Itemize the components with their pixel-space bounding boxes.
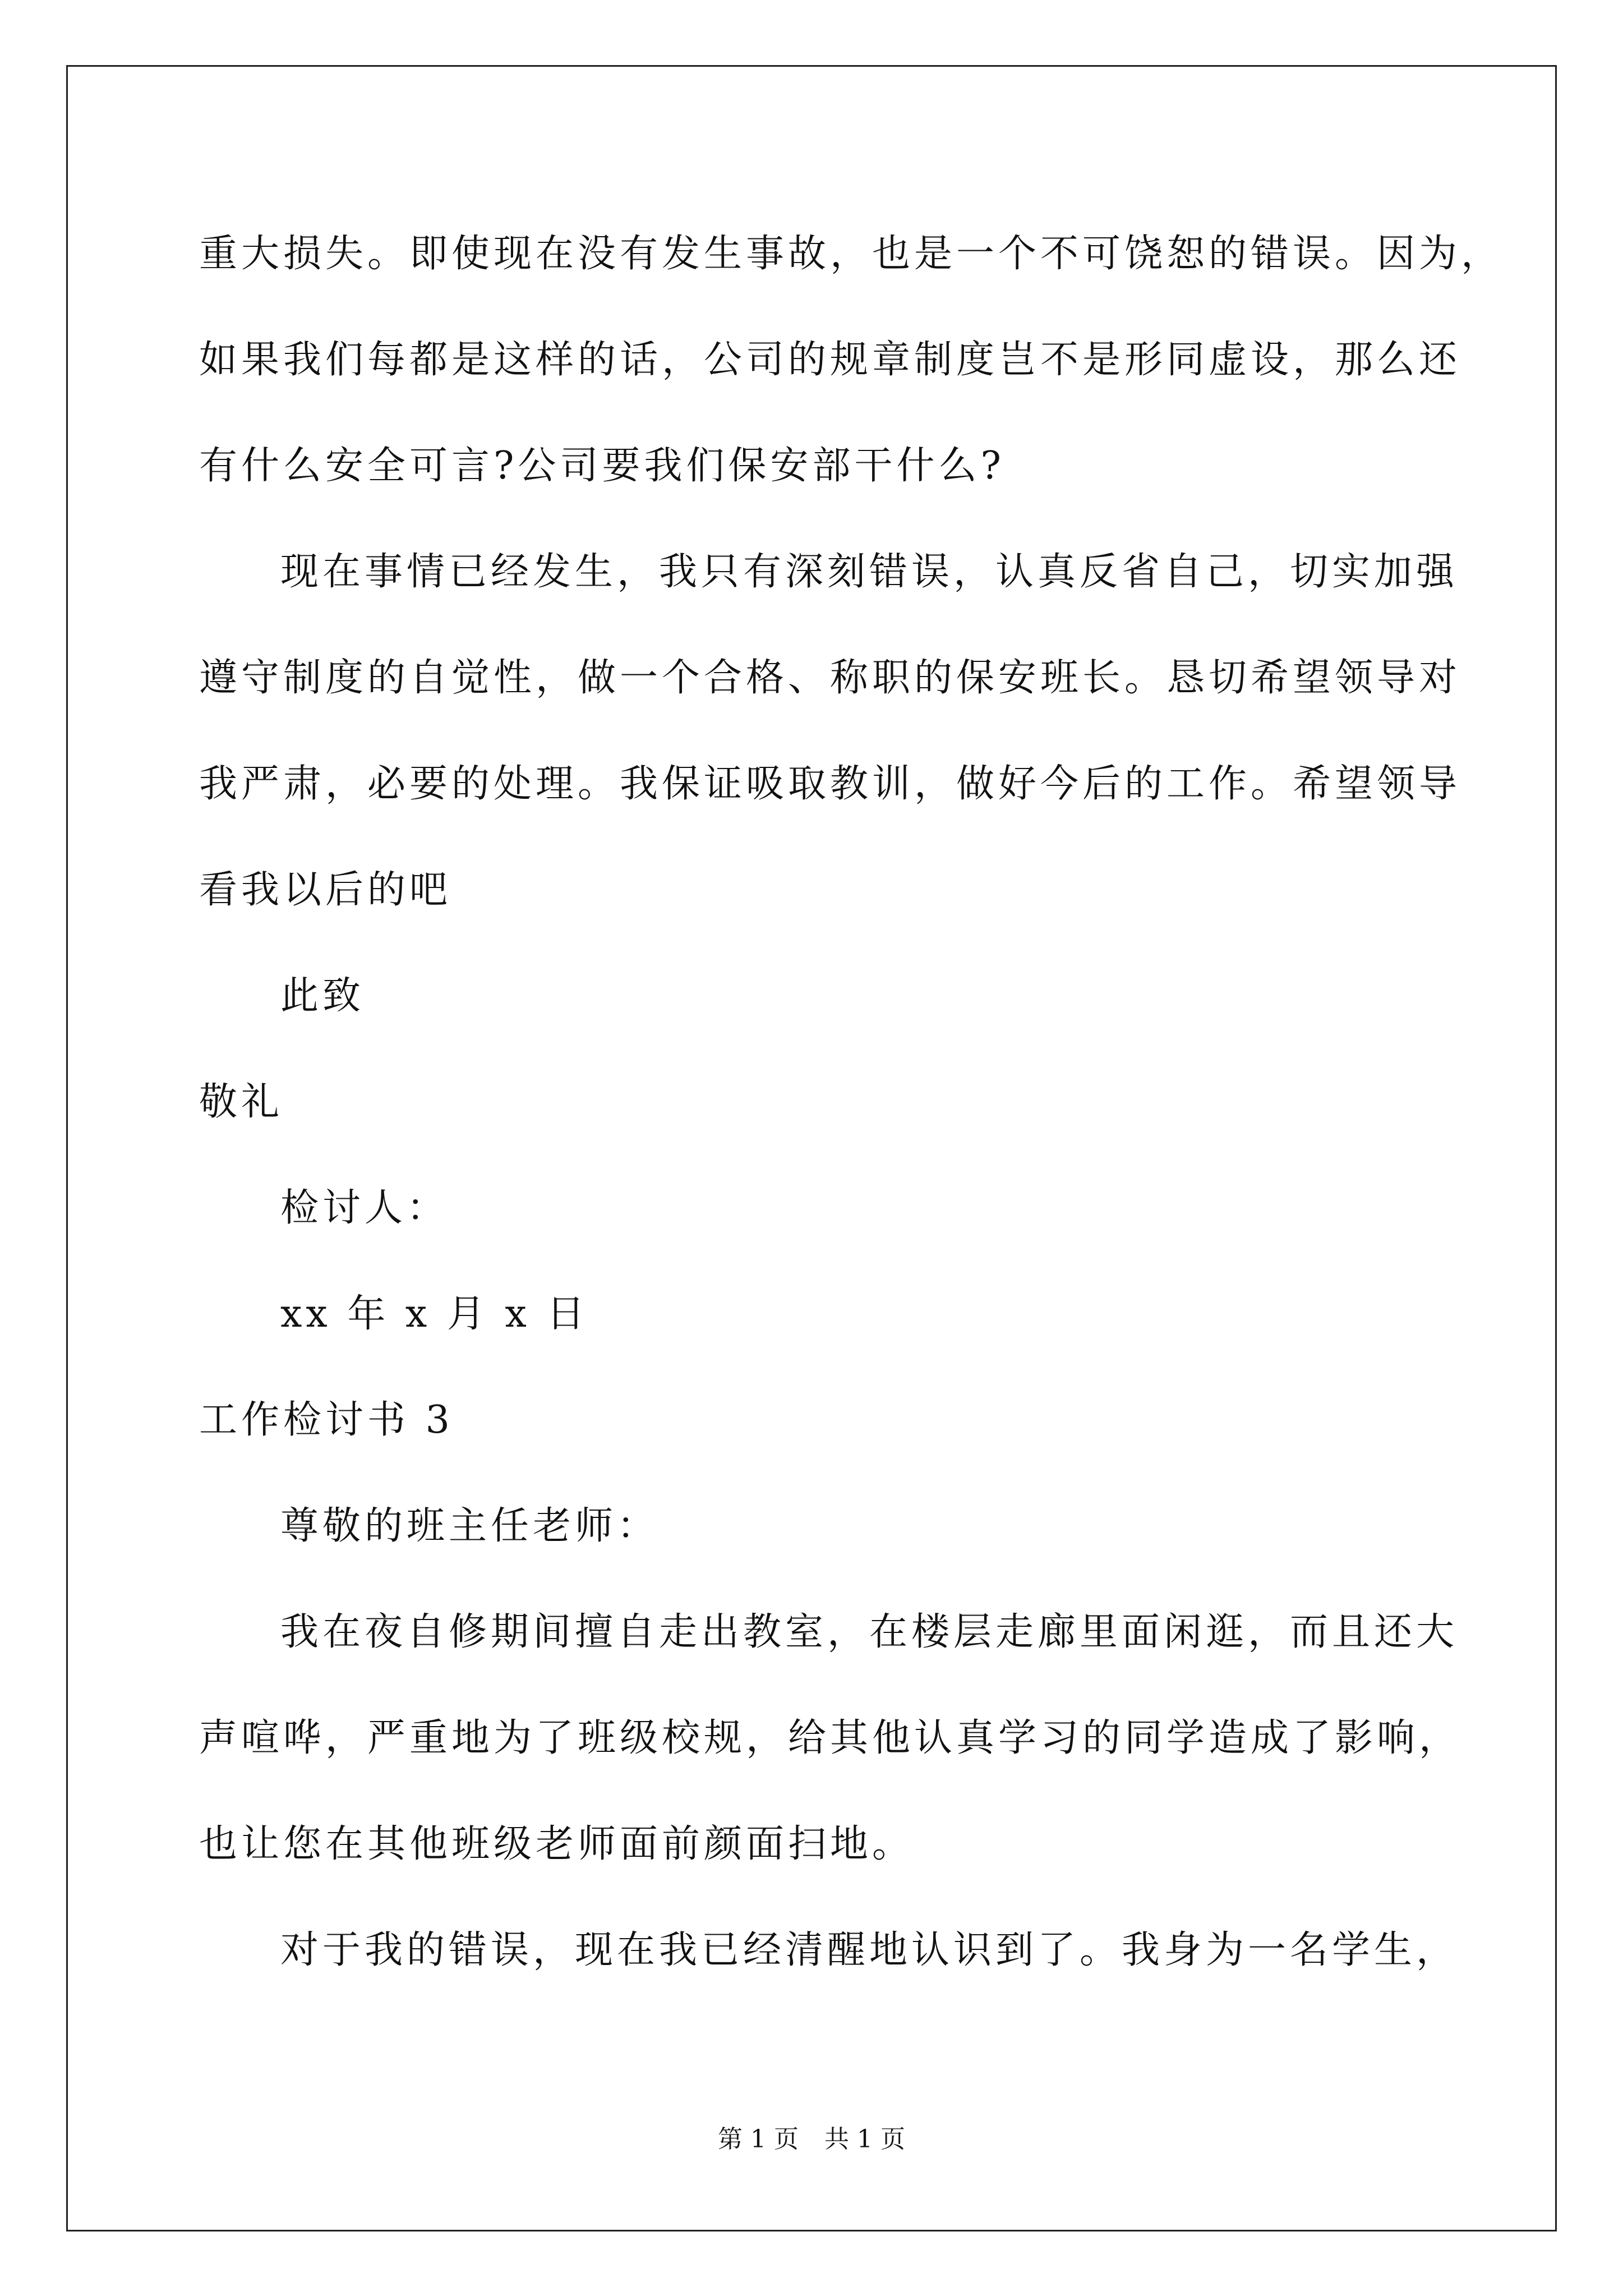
body-line-4: 现在事情已经发生，我只有深刻错误，认真反省自己，切实加强 xyxy=(280,550,1459,594)
signer-label: 检讨人： xyxy=(280,1186,449,1230)
body-line-2: 如果我们每都是这样的话，公司的规章制度岂不是形同虚设，那么还 xyxy=(199,338,1461,382)
body-line-3: 有什么安全可言?公司要我们保安部干什么? xyxy=(199,444,1005,488)
body-line-11: 对于我的错误，现在我已经清醒地认识到了。我身为一名学生， xyxy=(280,1928,1459,1972)
page-number: 第 1 页 xyxy=(718,2125,799,2154)
page-total: 共 1 页 xyxy=(824,2125,905,2154)
regards: 敬礼 xyxy=(199,1080,284,1124)
body-line-7: 看我以后的吧 xyxy=(199,868,452,912)
page-border xyxy=(66,65,1557,2231)
date-line: xx 年 x 月 x 日 xyxy=(280,1292,589,1336)
body-line-8: 我在夜自修期间擅自走出教室，在楼层走廊里面闲逛，而且还大 xyxy=(280,1610,1459,1654)
page-footer xyxy=(0,2125,1623,2154)
body-line-10: 也让您在其他班级老师面前颜面扫地。 xyxy=(199,1822,915,1866)
body-line-9: 声喧哗，严重地为了班级校规，给其他认真学习的同学造成了影响， xyxy=(199,1716,1461,1760)
body-line-1: 重大损失。即使现在没有发生事故，也是一个不可饶恕的错误。因为， xyxy=(199,232,1504,276)
salutation-closing: 此致 xyxy=(280,974,365,1018)
body-line-5: 遵守制度的自觉性，做一个合格、称职的保安班长。恳切希望领导对 xyxy=(199,656,1461,700)
letter-greeting: 尊敬的班主任老师： xyxy=(280,1504,660,1548)
section-title: 工作检讨书 3 xyxy=(199,1398,454,1442)
body-line-6: 我严肃，必要的处理。我保证吸取教训，做好今后的工作。希望领导 xyxy=(199,762,1461,806)
